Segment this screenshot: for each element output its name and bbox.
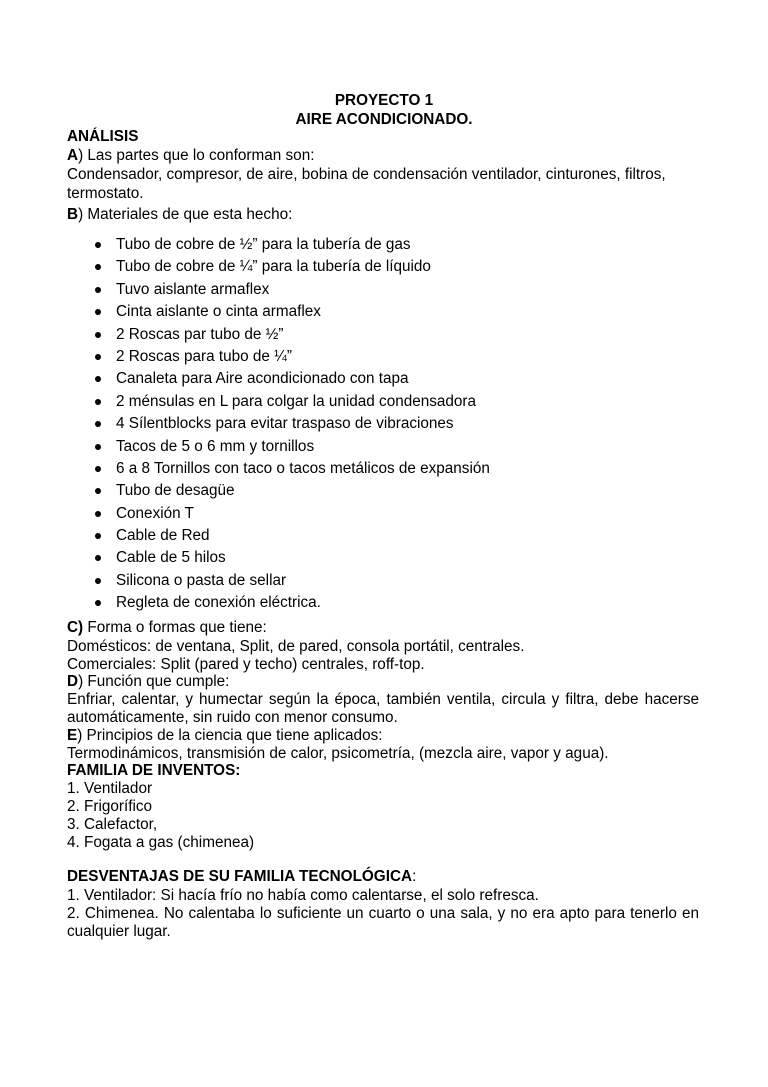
list-item: Tubo de cobre de ¼” para la tubería de líquido [67,258,490,280]
desventajas-heading-line [67,868,416,886]
section-e-question-text: ) Principios de la ciencia que tiene aplicados: [77,727,383,744]
desventajas-heading: DESVENTAJAS DE SU FAMILIA TECNOLÓGICA [67,868,413,885]
list-item: 2 Roscas par tubo de ½” [67,326,490,348]
list-item: Tacos de 5 o 6 mm y tornillos [67,438,490,460]
list-item: 6 a 8 Tornillos con taco o tacos metálicos de expansión [67,460,490,482]
list-item: Canaleta para Aire acondicionado con tapa [67,370,490,392]
list-item: Regleta de conexión eléctrica. [67,594,490,616]
section-c-letter: C) [67,619,84,636]
section-c-line1: Domésticos: de ventana, Split, de pared, consola portátil, centrales. [67,638,525,655]
section-a-letter: A [67,147,79,164]
analisis-heading: ANÁLISIS [67,128,139,145]
list-item: Conexión T [67,505,490,527]
section-d-question [67,673,229,691]
section-b-question-text: ) Materiales de que esta hecho: [78,206,293,223]
familia-item: 3. Calefactor, [67,816,158,833]
section-e-letter: E [67,727,78,744]
desventajas-item-1: 1. Ventilador: Si hacía frío no había como calentarse, el solo refresca. [67,887,539,904]
list-item: Tubo de cobre de ½” para la tubería de gas [67,236,490,258]
desventajas-item-2: 2. Chimenea. No calentaba lo suficiente un cuarto o una sala, y no era apto para tenerlo en cualquier lugar. [67,905,699,940]
list-item: Cable de 5 hilos [67,549,490,571]
section-c-question-text: Forma o formas que tiene: [83,619,267,636]
document-title-line2: AIRE ACONDICIONADO. [295,111,473,128]
section-a-answer-line1: Condensador, compresor, de aire, bobina de condensación ventilador, cinturones, filtros, [67,166,666,183]
list-item: Silicona o pasta de sellar [67,572,490,594]
section-a-answer-line2: termostato. [67,185,144,202]
section-c-line2: Comerciales: Split (pared y techo) centrales, roff-top. [67,656,425,673]
section-b-question [67,206,292,224]
familia-item: 2. Frigorífico [67,798,153,815]
section-e-answer: Termodinámicos, transmisión de calor, psicometría, (mezcla aire, vapor y agua). [67,745,609,762]
familia-item: 4. Fogata a gas (chimenea) [67,834,255,851]
list-item: Cable de Red [67,527,490,549]
materials-list [67,236,490,617]
familia-item: 1. Ventilador [67,780,153,797]
section-a-question-text: ) Las partes que lo conforman son: [78,147,315,164]
document-title-line1: PROYECTO 1 [334,92,434,109]
list-item: 2 Roscas para tubo de ¼” [67,348,490,370]
section-e-question [67,727,382,745]
list-item: Tubo de desagüe [67,482,490,504]
section-d-letter: D [67,673,79,690]
section-d-answer: Enfriar, calentar, y humectar según la época, también ventila, circula y filtra, debe hacerse automáticamente, sin ruido con menor consumo. [67,691,699,726]
familia-heading: FAMILIA DE INVENTOS: [67,762,241,779]
section-c-question [67,619,267,637]
list-item: Cinta aislante o cinta armaflex [67,303,490,325]
desventajas-colon: : [412,868,417,885]
section-a-question [67,147,314,165]
list-item: 2 ménsulas en L para colgar la unidad condensadora [67,393,490,415]
list-item: 4 Sílentblocks para evitar traspaso de vibraciones [67,415,490,437]
section-d-question-text: ) Función que cumple: [78,673,230,690]
section-b-letter: B [67,206,79,223]
list-item: Tuvo aislante armaflex [67,281,490,303]
